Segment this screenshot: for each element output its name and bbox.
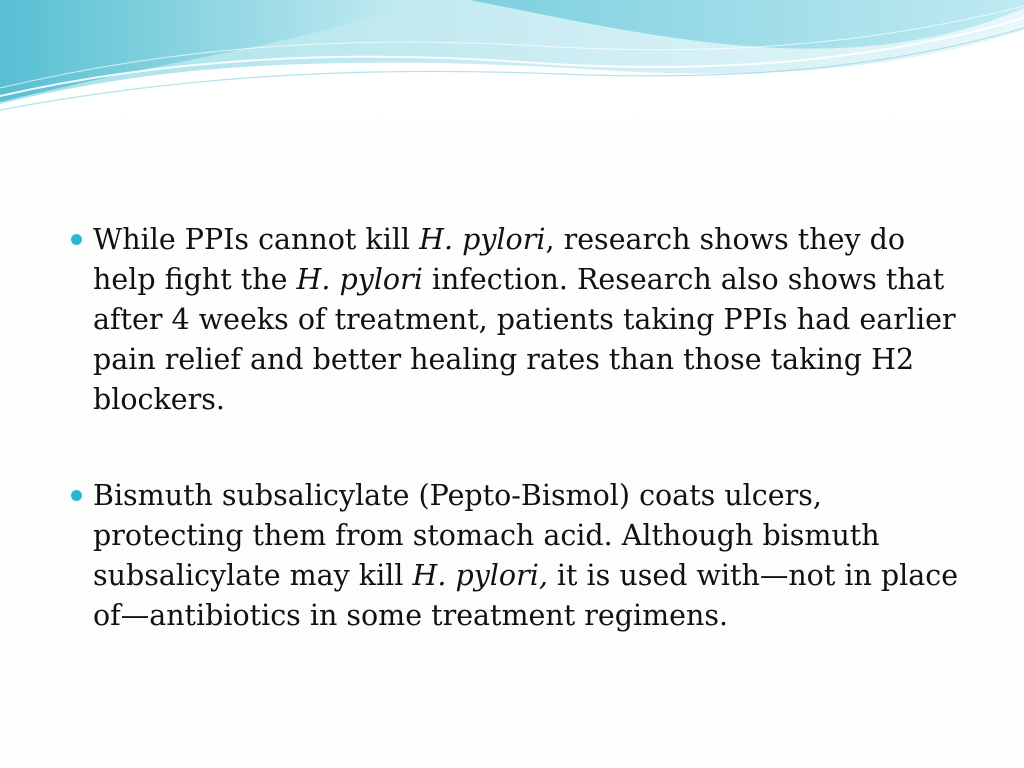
text-segment-italic: H. pylori [296,263,423,296]
text-segment: infection. Research also shows that after 4 weeks of treatment, patients taking PPIs had earlier pain relief and better healing rates than those taking H2 blockers. [93,263,956,416]
text-segment: While PPIs cannot kill [93,223,420,256]
text-segment-italic: H. pylori [419,223,546,256]
text-segment: , research shows they do help fight the [93,223,906,296]
text-segment-italic: H. pylori, [412,559,548,592]
bullet-text [93,479,958,632]
bullet-item [66,220,966,420]
slide-body [66,220,966,636]
bullet-dot-icon [71,234,82,245]
bullet-text [93,223,956,416]
bullet-item [66,476,966,636]
text-segment: Bismuth subsalicylate (Pepto-Bismol) coats ulcers, protecting them from stomach acid. Although bismuth subsalicylate may kill [93,479,880,592]
text-segment: it is used with—not in place of—antibiotics in some treatment regimens. [93,559,959,632]
wave-banner [0,0,1024,120]
bullet-dot-icon [71,490,82,501]
